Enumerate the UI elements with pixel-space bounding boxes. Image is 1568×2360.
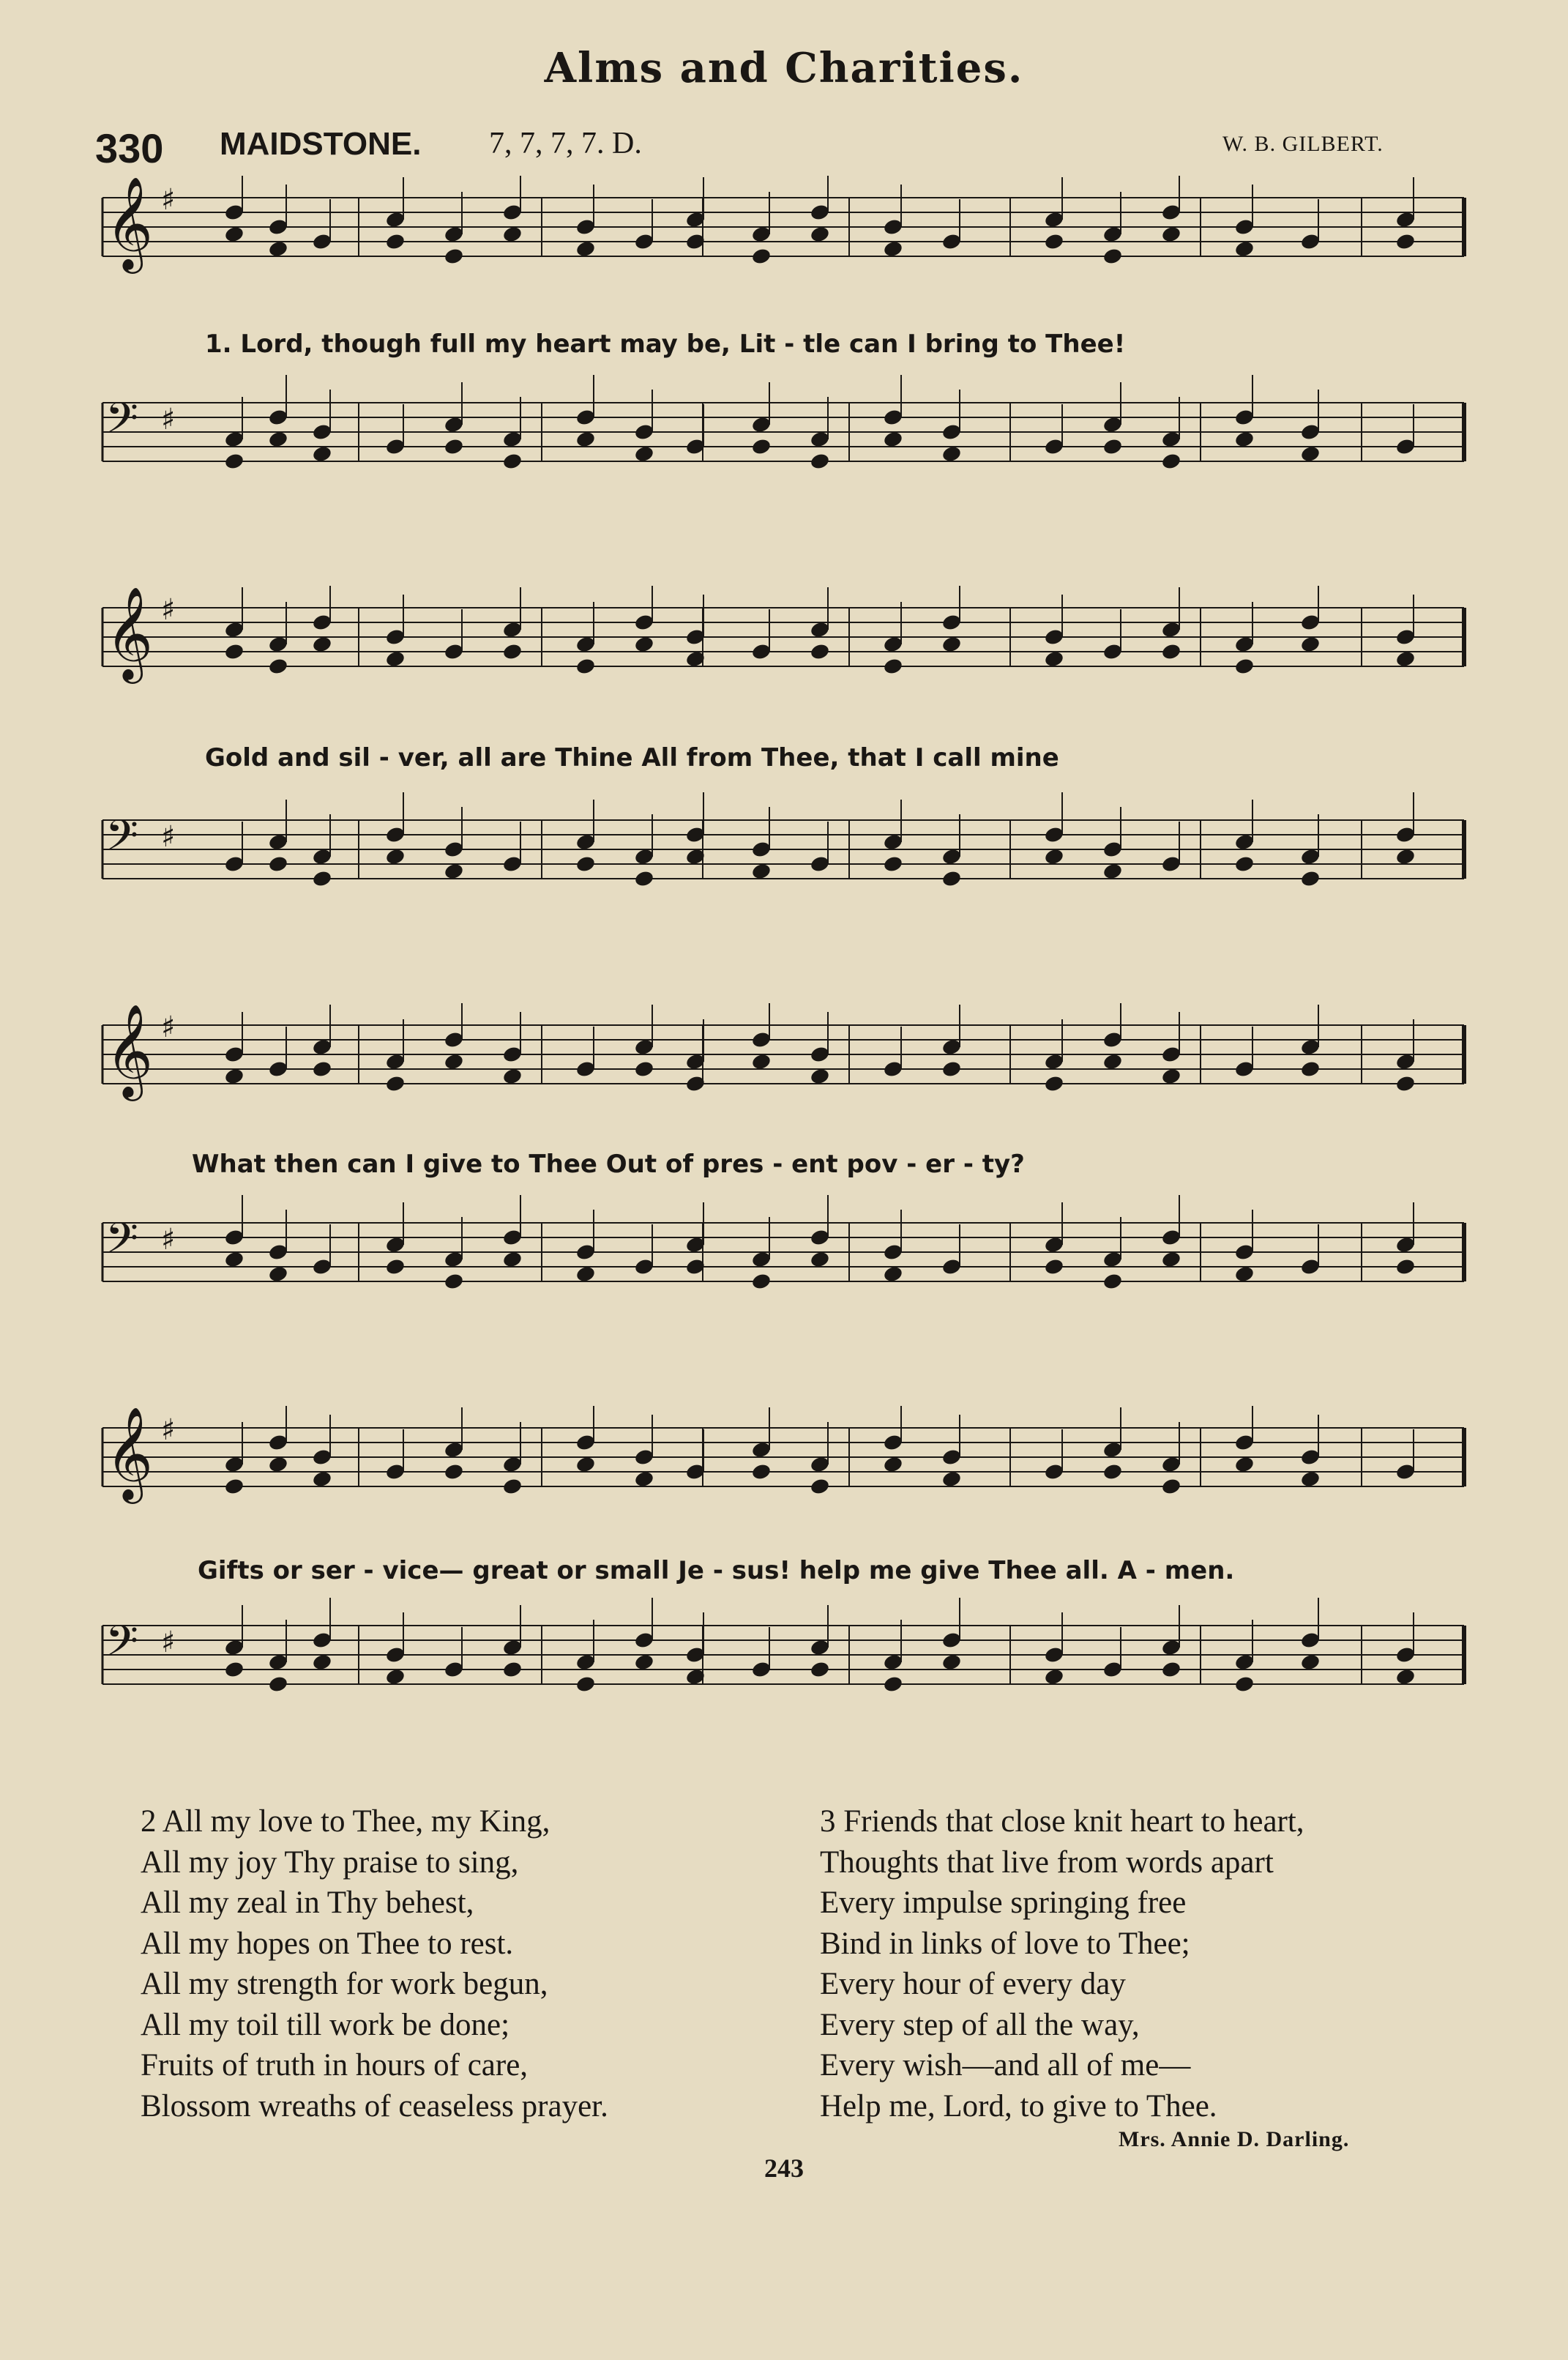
- music-system: [0, 176, 1568, 542]
- treble-staff: [102, 586, 1464, 684]
- verse-line: Bind in links of love to Thee;: [820, 1926, 1190, 1961]
- section-title: Alms and Charities.: [544, 44, 1024, 92]
- verse-line: 2 All my love to Thee, my King,: [141, 1804, 550, 1839]
- svg-text:♯: ♯: [161, 183, 176, 217]
- verse-line: Every step of all the way,: [820, 2007, 1140, 2042]
- svg-text:𝄞: 𝄞: [105, 1406, 154, 1500]
- composer: W. B. GILBERT.: [1222, 132, 1384, 156]
- author-credit: Mrs. Annie D. Darling.: [1119, 2127, 1350, 2151]
- treble-staff: [102, 176, 1464, 274]
- svg-text:𝄞: 𝄞: [105, 586, 154, 680]
- lyric-line: What then can I give to Thee Out of pres - ent pov - er - ty?: [192, 1150, 1025, 1179]
- lyric-line: 1. Lord, though full my heart may be, Lit - tle can I bring to Thee!: [205, 330, 1126, 359]
- hymn-number: 330: [95, 125, 164, 171]
- svg-text:♯: ♯: [161, 593, 176, 627]
- verse-line: Blossom wreaths of ceaseless prayer.: [141, 2088, 608, 2123]
- music-system: [0, 1406, 1568, 1772]
- verse-2: [141, 1801, 608, 2126]
- verse-line: Every impulse springing free: [820, 1886, 1187, 1920]
- treble-staff: [102, 1406, 1464, 1504]
- page-number: 243: [764, 2154, 804, 2183]
- verse-line: All my strength for work begun,: [141, 1967, 548, 2001]
- svg-text:♯: ♯: [161, 820, 176, 854]
- music-system: [0, 1003, 1568, 1369]
- verse-line: All my toil till work be done;: [141, 2007, 510, 2042]
- meter: 7, 7, 7, 7. D.: [489, 127, 642, 160]
- svg-text:𝄢: 𝄢: [105, 1213, 139, 1273]
- verse-3: [820, 1801, 1304, 2126]
- lyric-line: Gifts or ser - vice— great or small Je - sus! help me give Thee all. A - men.: [198, 1556, 1235, 1585]
- tune-name: MAIDSTONE.: [220, 126, 422, 162]
- verse-line: Fruits of truth in hours of care,: [141, 2048, 529, 2082]
- svg-text:𝄢: 𝄢: [105, 393, 139, 453]
- svg-text:♯: ♯: [161, 403, 176, 436]
- verse-line: All my zeal in Thy behest,: [141, 1886, 474, 1920]
- verse-line: All my joy Thy praise to sing,: [141, 1845, 519, 1880]
- svg-text:♯: ♯: [161, 1626, 176, 1659]
- lyric-line: Gold and sil - ver, all are Thine All from Thee, that I call mine: [205, 743, 1059, 773]
- verse-line: Help me, Lord, to give to Thee.: [820, 2088, 1217, 2123]
- svg-text:♯: ♯: [161, 1413, 176, 1447]
- bass-staff: [102, 792, 1464, 888]
- svg-text:𝄞: 𝄞: [105, 176, 154, 269]
- bass-staff: [102, 1598, 1464, 1694]
- verse-line: Every hour of every day: [820, 1967, 1126, 2001]
- svg-text:𝄢: 𝄢: [105, 811, 139, 871]
- treble-staff: [102, 1003, 1464, 1101]
- svg-text:𝄞: 𝄞: [105, 1003, 154, 1097]
- bass-staff: [102, 1195, 1464, 1291]
- verse-line: Thoughts that live from words apart: [820, 1845, 1274, 1880]
- bass-staff: [102, 375, 1464, 471]
- verse-line: Every wish—and all of me—: [820, 2048, 1191, 2082]
- verse-line: 3 Friends that close knit heart to heart,: [820, 1804, 1304, 1839]
- svg-text:𝄢: 𝄢: [105, 1616, 139, 1676]
- verse-line: All my hopes on Thee to rest.: [141, 1926, 514, 1961]
- svg-text:♯: ♯: [161, 1010, 176, 1044]
- svg-text:♯: ♯: [161, 1223, 176, 1257]
